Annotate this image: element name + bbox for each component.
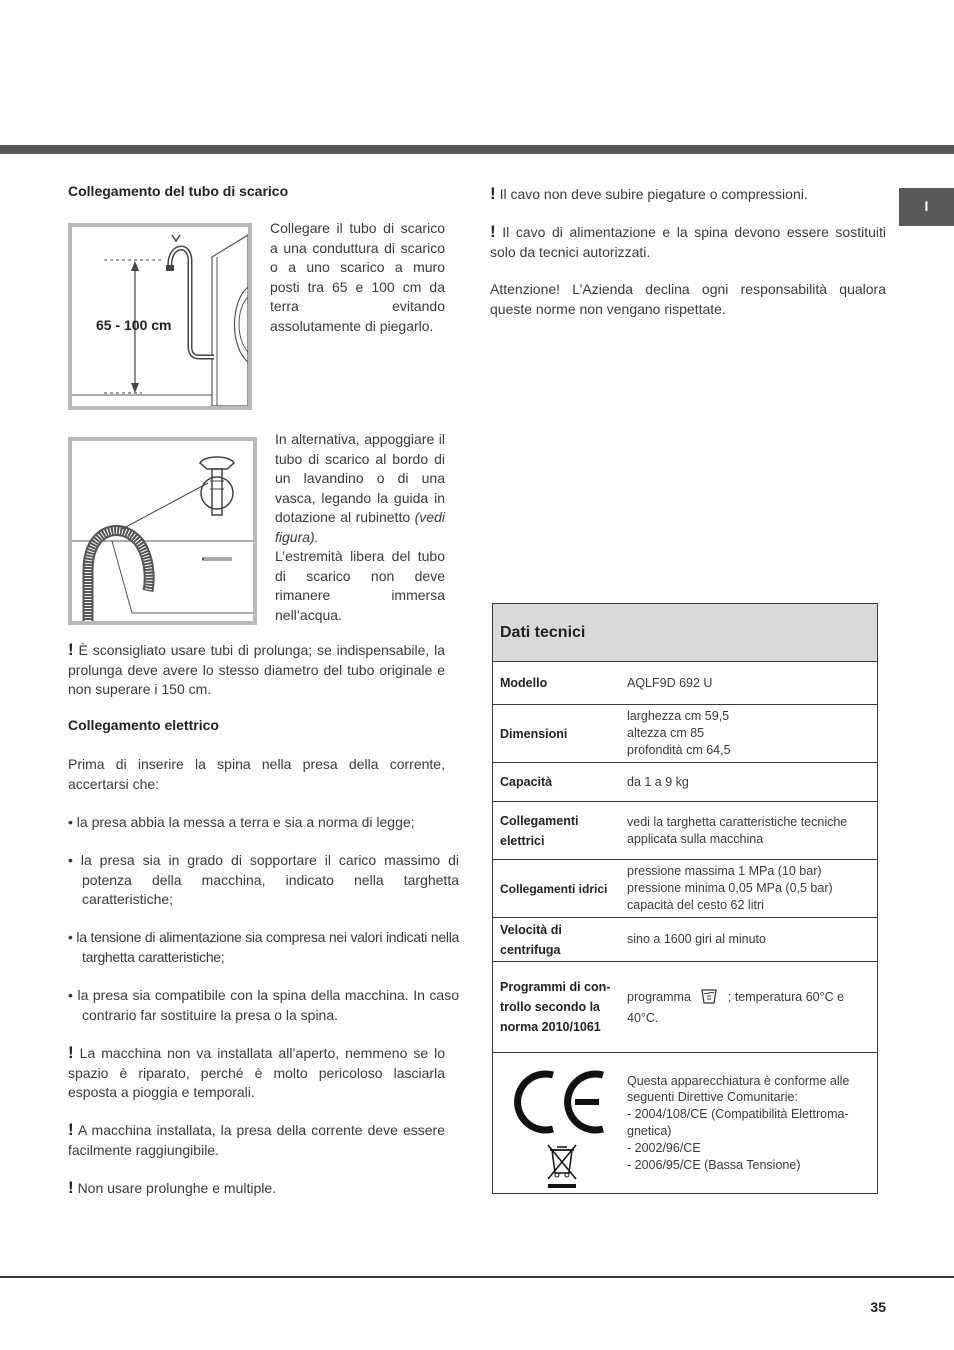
- program-text-after: ; temperatura 60°C e 40°C.: [627, 990, 845, 1025]
- warning-replace: [490, 222, 886, 262]
- height-label: 65 - 100 cm: [96, 317, 172, 333]
- spec-value: Questa apparecchiatura è conforme alle seguenti Direttive Comunitarie: - 2004/108/CE (Compatibilità Elettroma-gnetica) - 2002/96/CE - 2006/95/CE (Bassa Tensione): [627, 1073, 850, 1172]
- warning-extension-text: È sconsigliato usare tubi di prolunga; se indispensabile, la prolunga deve avere lo stesso diametro del tubo originale e non superare i 150 cm.: [68, 642, 446, 697]
- warning-extension: [68, 640, 445, 700]
- cotton-program-icon: [700, 987, 718, 1010]
- bullet-mark: •: [68, 929, 73, 945]
- footer-line: [0, 1276, 954, 1278]
- language-tab: I: [899, 188, 954, 226]
- program-text-before: programma: [627, 990, 691, 1005]
- spec-row-capacity: [493, 763, 877, 802]
- warning-access: [68, 1120, 445, 1160]
- page-number: 35: [870, 1299, 886, 1315]
- warning-mark: !: [68, 1178, 74, 1197]
- bullet-mark: •: [68, 814, 73, 830]
- spec-row-programs: [493, 962, 877, 1053]
- warning-mark: !: [68, 640, 74, 659]
- warning-mark: !: [490, 222, 496, 241]
- drain-text-2: [275, 430, 445, 625]
- ce-mark-icon: [513, 1067, 609, 1143]
- spec-row-dimensions: [493, 705, 877, 763]
- spec-value: vedi la targhetta caratteristiche tecniche applicata sulla macchina: [627, 814, 848, 846]
- electric-heading: Collegamento elettrico: [68, 717, 219, 733]
- spec-row-compliance: [493, 1053, 877, 1193]
- spec-row-model: [493, 662, 877, 705]
- spec-row-electrical: [493, 802, 877, 860]
- bullet-text: la tensione di alimentazione sia compresa nei valori indicati nella targhetta caratteristiche;: [76, 929, 459, 965]
- warning-mark: !: [68, 1043, 74, 1062]
- spec-row-water: [493, 860, 877, 918]
- warning-cable: [490, 184, 886, 205]
- attention-note: Attenzione! L’Azienda declina ogni responsabilità qualora queste norme non vengano rispettate.: [490, 281, 886, 317]
- spec-label: Collegamenti elettrici: [500, 813, 579, 848]
- spec-title: Dati tecnici: [493, 604, 877, 662]
- spec-value: pressione massima 1 MPa (10 bar) pressione minima 0,05 MPa (0,5 bar) capacità del cesto 62 litri: [627, 864, 833, 912]
- spec-table: [492, 603, 878, 1194]
- warning-mark: !: [68, 1120, 74, 1139]
- spec-label: Capacità: [500, 775, 553, 789]
- spec-label: Programmi di con- trollo secondo la norma 2010/1061: [500, 980, 611, 1034]
- spec-value: da 1 a 9 kg: [627, 774, 689, 789]
- electric-intro: Prima di inserire la spina nella presa della corrente, accertarsi che:: [68, 756, 445, 792]
- crossed-out-bin-icon: [545, 1143, 579, 1195]
- bullet-text: la presa sia in grado di sopportare il carico massimo di potenza della macchina, indicato nella targhetta caratteristiche;: [80, 852, 459, 907]
- warning-replace-text: Il cavo di alimentazione e la spina devono essere sostituiti solo da tecnici autorizzati.: [490, 224, 887, 260]
- warning-outdoor-text: La macchina non va installata all’aperto, nemmeno se lo spazio è riparato, perché è molto pericoloso lasciarla esposta a pioggia e temporali.: [68, 1045, 445, 1100]
- bullet-mark: •: [68, 852, 73, 868]
- bullet-item: [68, 813, 459, 833]
- header-bar: [0, 145, 954, 154]
- bullet-item: [68, 851, 459, 910]
- drain-text-2a: In alternativa, appoggiare il tubo di scarico al bordo di un lavandino o di una vasca, legando la guida in dotazione al rubinetto: [275, 431, 445, 525]
- sink-hose-figure: [68, 437, 257, 625]
- spec-value: [627, 987, 877, 1027]
- spec-label: Collegamenti idrici: [500, 881, 608, 896]
- warning-multiple: [68, 1178, 445, 1199]
- warning-multiple-text: Non usare prolunghe e multiple.: [77, 1180, 277, 1196]
- spec-label: Velocità di centrifuga: [500, 922, 562, 957]
- warning-outdoor: [68, 1043, 445, 1103]
- spec-value: AQLF9D 692 U: [627, 675, 713, 690]
- drain-heading: Collegamento del tubo di scarico: [68, 183, 289, 199]
- spec-label: Modello: [500, 676, 548, 690]
- bullet-text: la presa sia compatibile con la spina della macchina. In caso contrario far sostituire la presa o la spina.: [77, 987, 459, 1023]
- drain-height-figure: [68, 223, 252, 410]
- bullet-item: [68, 928, 459, 967]
- drain-text-1: Collegare il tubo di scarico a una conduttura di scarico o a uno scarico a muro posti tra 65 e 100 cm da terra evitando assolutamente di piegarlo.: [270, 220, 445, 334]
- bullet-text: la presa abbia la messa a terra e sia a norma di legge;: [76, 814, 415, 830]
- compliance-marks: [493, 1053, 627, 1193]
- drain-text-3: L’estremità libera del tubo di scarico non deve rimanere immersa nell’acqua.: [275, 548, 445, 623]
- warning-cable-text: Il cavo non deve subire piegature o compressioni.: [499, 186, 808, 202]
- spec-value: sino a 1600 giri al minuto: [627, 932, 766, 947]
- spec-value: larghezza cm 59,5 altezza cm 85 profondità cm 64,5: [627, 709, 731, 757]
- warning-access-text: A macchina installata, la presa della corrente deve essere facilmente raggiungibile.: [68, 1122, 445, 1158]
- warning-mark: !: [490, 184, 496, 203]
- spec-row-spin: [493, 918, 877, 962]
- bullet-item: [68, 986, 459, 1025]
- drain-text-2b: (vedi figura).: [275, 509, 445, 545]
- spec-label: Dimensioni: [500, 726, 568, 741]
- bullet-mark: •: [68, 987, 73, 1003]
